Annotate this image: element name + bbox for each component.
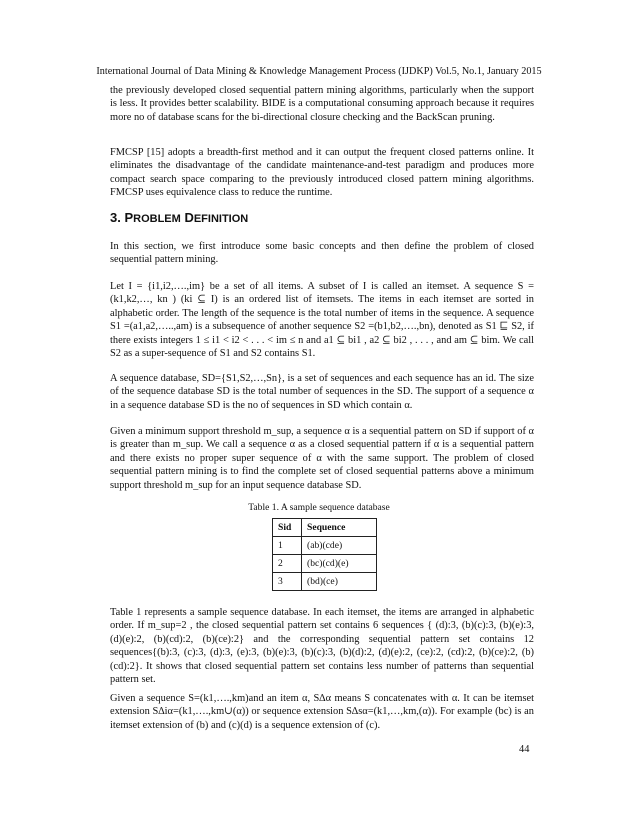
cell-sid: 3 (273, 573, 302, 591)
cell-sequence: (bc)(cd)(e) (302, 555, 377, 573)
paragraph-7: Table 1 represents a sample sequence database. In each itemset, the items are arranged in alphabetic order. If m_sup=2 , the closed sequential pattern set contains 6 sequences { (d):3, (b)(c):3, (b)(e):3, (d)(e):2, (b)(cd):2, (b)(ce):2} and the corresponding sequential pattern set contains 12 sequences{(b):3, (c):3, (d):3, (e):3, (b)(e):3, (b)(c):3, (b)(d):2, (d)(e):2, (ce):2, (cd):2, (b)(ce):2, (b)(cd):2}. It shows that closed sequential pattern set contains less number of patterns than sequential pattern set. (110, 607, 534, 686)
paragraph-table-discussion (110, 606, 534, 699)
section-title-p: P (124, 210, 134, 225)
paragraph-fmcsp (110, 146, 534, 213)
paragraph-intro (110, 240, 534, 280)
paragraph-bide (110, 84, 534, 137)
sequence-table (272, 518, 377, 591)
paragraph-5: A sequence database, SD={S1,S2,…,Sn}, is a set of sequences and each sequence has an id. The size of the sequence database SD is the total number of sequences in the SD. The support of a sequence α in a sequence database SD is the no of sequences in SD which contain α. (110, 373, 534, 411)
paragraph-extension (110, 692, 534, 745)
paragraph-8: Given a sequence S=(k1,….,km)and an item α, S∆α means S concatenates with α. It can be itemset extension S∆iα=(k1,….,km∪(α)) or sequence extension S∆sα=(k1,…,km,(α)). For example (bc) is an itemset extension of (b) and (c)(d) is a sequence extension of (c). (110, 693, 534, 731)
table-header-row (273, 519, 377, 537)
journal-header: International Journal of Data Mining & Knowledge Management Process (IJDKP) Vol.5, No.1, January 2015 (96, 66, 542, 77)
table-row (273, 573, 377, 591)
page-number: 44 (519, 744, 530, 755)
section-title-roblem: ROBLEM (133, 213, 181, 225)
cell-sequence: (ab)(cde) (302, 537, 377, 555)
paragraph-6: Given a minimum support threshold m_sup, a sequence α is a sequential pattern on SD if support of α is greater than m_sup. We call a sequence α as a closed sequential pattern if α is a sequential pattern and there exists no proper super sequence of α with the same support. The problem of closed sequential pattern mining is to find the complete set of closed sequential patterns above a minimum support threshold m_sup for an input sequence database SD. (110, 426, 534, 491)
header-sid: Sid (273, 519, 302, 537)
header-sequence: Sequence (302, 519, 377, 537)
cell-sid: 2 (273, 555, 302, 573)
paragraph-2: FMCSP [15] adopts a breadth-first method and it can output the frequent closed patterns online. It eliminates the disadvantage of the candidate maintenance-and-test paradigm and produces more compact search space comparing to the previously introduced closed pattern mining algorithms. FMCSP uses equivalence class to reduce the runtime. (110, 147, 534, 199)
cell-sequence: (bd)(ce) (302, 573, 377, 591)
section-title-efinition: EFINITION (193, 213, 249, 225)
section-heading (110, 210, 248, 225)
paragraph-3: In this section, we first introduce some basic concepts and then define the problem of closed sequential pattern mining. (110, 241, 534, 266)
section-title-d: D (184, 210, 194, 225)
paragraph-4: Let I = {i1,i2,….,im} be a set of all items. A subset of I is called an itemset. A sequence S = (k1,k2,…, kn ) (ki ⊆ I) is an ordered list of itemsets. The items in each itemset are sorted in alphabetic order. The length of the sequence is the total number of items in the sequence. A sequence S1 =(a1,a2,…..,am) is a subsequence of another sequence S2 =(b1,b2,….,bn), denoted as S1 ⊑ S2, if there exists integers 1 ≤ i1 < i2 < . . . < im ≤ n and a1 ⊆ bi1 , a2 ⊆ bi2 , . . . , and am ⊆ bim. We call S2 as a super-sequence of S1 and S2 contains S1. (110, 281, 534, 360)
cell-sid: 1 (273, 537, 302, 555)
section-number: 3. (110, 210, 121, 225)
table-row (273, 537, 377, 555)
paragraph-1: the previously developed closed sequential pattern mining algorithms, particularly when the support is less. It provides better scalability. BIDE is a computational consuming approach because it requires more no of database scans for the bi-directional closure checking and the BackScan pruning. (110, 85, 534, 123)
paragraph-support (110, 425, 534, 505)
paragraph-database (110, 372, 534, 425)
table-row (273, 555, 377, 573)
table-caption: Table 1. A sample sequence database (248, 502, 390, 513)
paragraph-definitions (110, 280, 534, 373)
